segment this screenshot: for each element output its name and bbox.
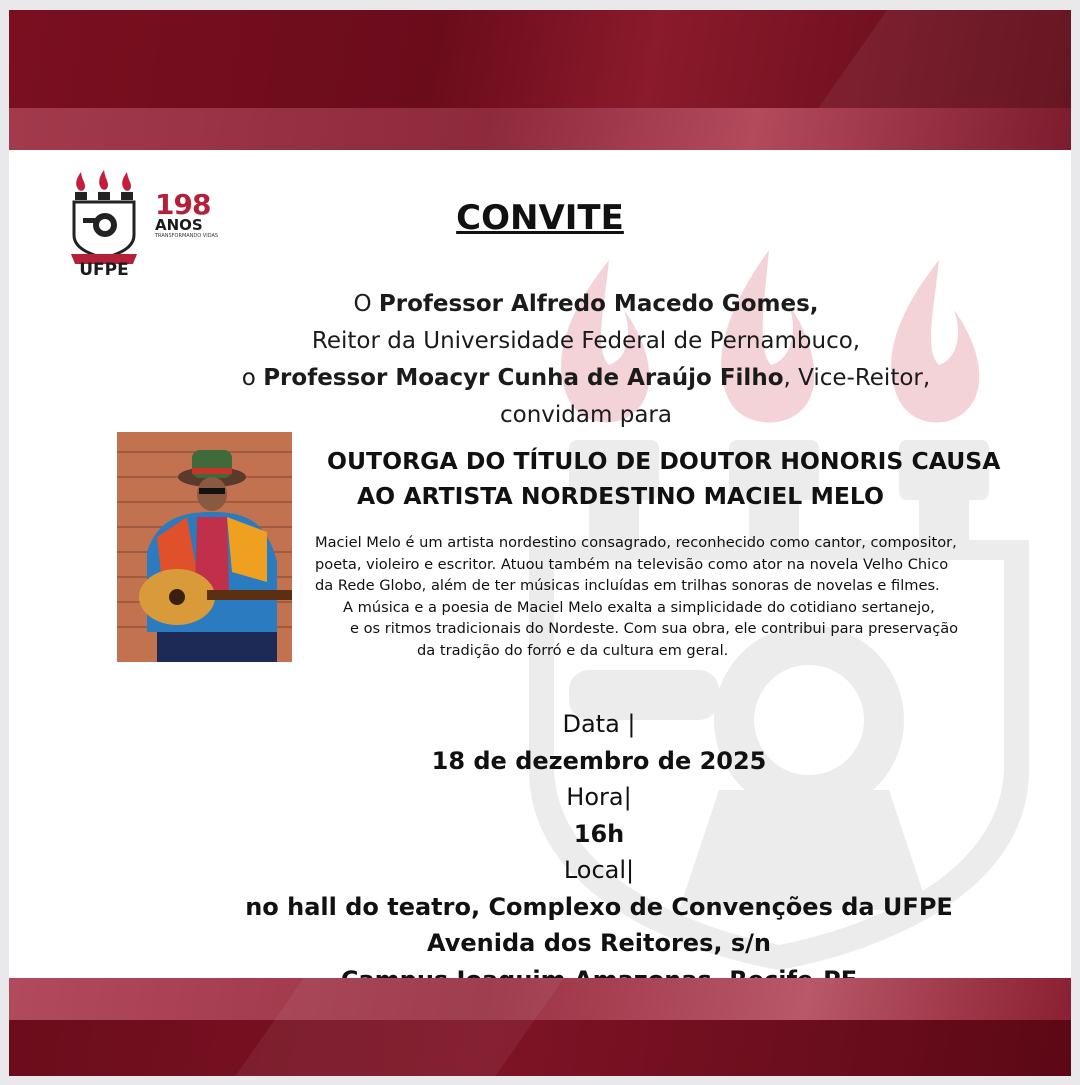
invitation-card [9, 10, 1071, 1076]
event-details [9, 706, 1071, 998]
header-band [9, 10, 1071, 150]
bio-line: poeta, violeiro e escritor. Atuou também na televisão como ator na novela Velho Chico [315, 555, 949, 573]
bio-line: Maciel Melo é um artista nordestino consagrado, reconhecido como cantor, compositor, [315, 534, 957, 551]
intro-line-2: Reitor da Universidade Federal de Pernambuco, [311, 328, 861, 354]
intro-line-4: convidam para [500, 402, 672, 428]
page-title: CONVITE [456, 198, 624, 238]
event-title-line-2: AO ARTISTA NORDESTINO MACIEL MELO [357, 482, 884, 510]
event-title [309, 444, 1009, 514]
bio-line: da Rede Globo, além de ter músicas incluídas em trilhas sonoras de novelas e filmes. [315, 577, 940, 594]
bio-line: da tradição do forró e da cultura em geral. [417, 641, 729, 659]
intro-line-1: O Professor Alfredo Macedo Gomes, [353, 291, 819, 317]
bio-line: A música e a poesia de Maciel Melo exalta a simplicidade do cotidiano sertanejo, [343, 598, 935, 616]
intro-line-3: o Professor Moacyr Cunha de Araújo Filho, Vice-Reitor, [241, 365, 931, 391]
event-time: Hora| 16h [566, 783, 632, 848]
header-stripe [9, 108, 1071, 150]
event-address-line-1: Avenida dos Reitores, s/n [427, 929, 771, 957]
anniversary-word: ANOS [155, 216, 203, 234]
anniversary-number: 198 [155, 188, 211, 221]
artist-photo [117, 432, 292, 662]
bio-line: e os ritmos tradicionais do Nordeste. Com sua obra, ele contribui para preservação [350, 620, 959, 637]
event-title-line-1: OUTORGA DO TÍTULO DE DOUTOR HONORIS CAUSA [327, 447, 1001, 475]
ufpe-logo-text: UFPE [79, 260, 129, 280]
anniversary-tagline: TRANSFORMANDO VIDAS [155, 233, 219, 239]
event-date: Data | 18 de dezembro de 2025 [431, 710, 767, 775]
artist-bio [305, 532, 1005, 661]
event-place: Local| no hall do teatro, Complexo de Convenções da UFPE [245, 856, 953, 921]
footer-band [9, 978, 1071, 1076]
invitation-intro [9, 286, 1071, 434]
